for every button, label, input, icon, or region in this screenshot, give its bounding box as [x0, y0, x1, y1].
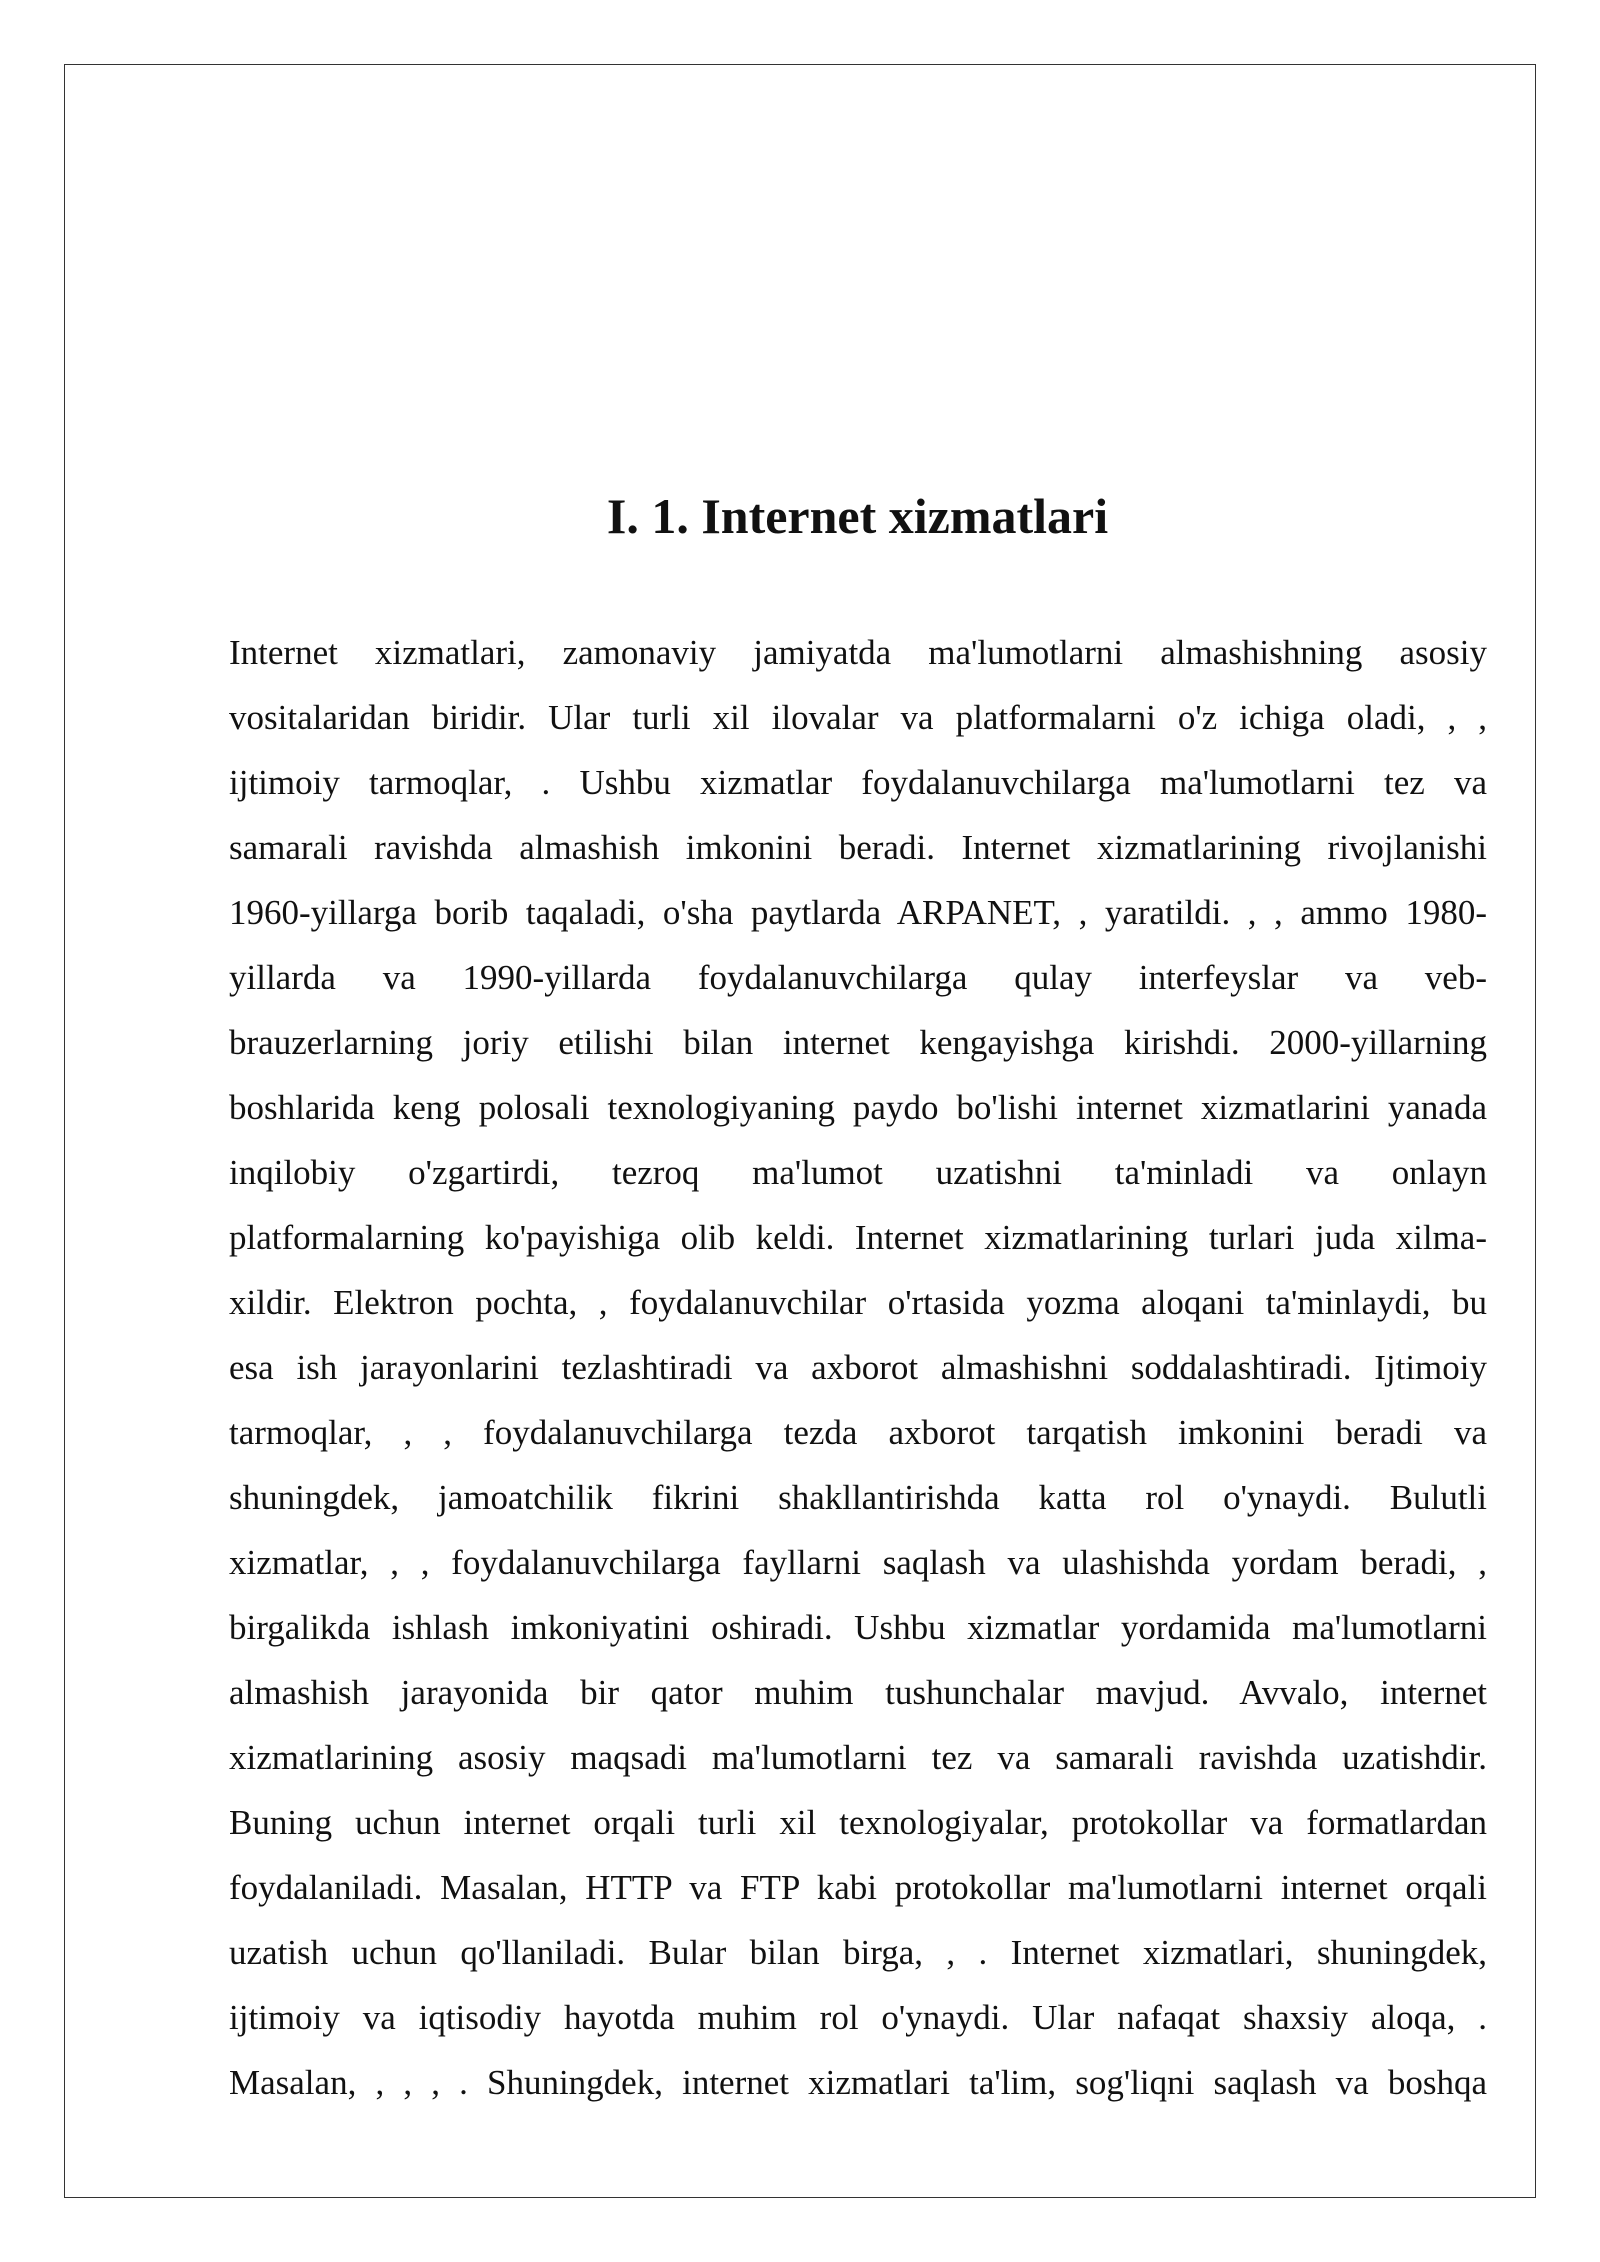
text-line: xildir. Elektron pochta, , foydalanuvchilar o'rtasida yozma aloqani ta'minlaydi, bu — [229, 1283, 1487, 1322]
text-line: Buning uchun internet orqali turli xil texnologiyalar, protokollar va formatlardan — [229, 1803, 1487, 1842]
text-line: boshlarida keng polosali texnologiyaning paydo bo'lishi internet xizmatlarini yanada — [229, 1088, 1487, 1127]
text-line: esa ish jarayonlarini tezlashtiradi va axborot almashishni soddalashtiradi. Ijtimoiy — [229, 1348, 1487, 1387]
text-line: yillarda va 1990-yillarda foydalanuvchilarga qulay interfeyslar va veb- — [229, 958, 1487, 997]
text-line: uzatish uchun qo'llaniladi. Bular bilan birga, , . Internet xizmatlari, shuningdek, — [229, 1933, 1487, 1972]
text-line: vositalaridan biridir. Ular turli xil ilovalar va platformalarni o'z ichiga oladi, , , — [229, 698, 1487, 737]
text-line: ijtimoiy tarmoqlar, . Ushbu xizmatlar foydalanuvchilarga ma'lumotlarni tez va — [229, 763, 1487, 802]
section-heading: I. 1. Internet xizmatlari — [606, 488, 1109, 544]
text-line: almashish jarayonida bir qator muhim tushunchalar mavjud. Avvalo, internet — [229, 1673, 1487, 1712]
text-line: platformalarning ko'payishiga olib keldi. Internet xizmatlarining turlari juda xilma- — [229, 1218, 1487, 1257]
text-line: birgalikda ishlash imkoniyatini oshiradi. Ushbu xizmatlar yordamida ma'lumotlarni — [229, 1608, 1487, 1647]
text-line: brauzerlarning joriy etilishi bilan internet kengayishga kirishdi. 2000-yillarning — [229, 1023, 1487, 1062]
text-line: samarali ravishda almashish imkonini beradi. Internet xizmatlarining rivojlanishi — [229, 828, 1487, 867]
text-line: shuningdek, jamoatchilik fikrini shakllantirishda katta rol o'ynaydi. Bulutli — [229, 1478, 1487, 1517]
text-line: xizmatlarining asosiy maqsadi ma'lumotlarni tez va samarali ravishda uzatishdir. — [229, 1738, 1487, 1777]
text-line: Internet xizmatlari, zamonaviy jamiyatda ma'lumotlarni almashishning asosiy — [229, 633, 1487, 672]
text-line: xizmatlar, , , foydalanuvchilarga fayllarni saqlash va ulashishda yordam beradi, , — [229, 1543, 1487, 1582]
text-line: tarmoqlar, , , foydalanuvchilarga tezda axborot tarqatish imkonini beradi va — [229, 1413, 1487, 1452]
text-line: inqilobiy o'zgartirdi, tezroq ma'lumot uzatishni ta'minladi va onlayn — [229, 1153, 1487, 1192]
text-line: foydalaniladi. Masalan, HTTP va FTP kabi protokollar ma'lumotlarni internet orqali — [229, 1868, 1487, 1907]
text-line: Masalan, , , , . Shuningdek, internet xizmatlari ta'lim, sog'liqni saqlash va boshqa — [229, 2063, 1487, 2102]
text-line: 1960-yillarga borib taqaladi, o'sha paytlarda ARPANET, , yaratildi. , , ammo 1980- — [229, 893, 1487, 932]
body-paragraph — [229, 620, 1487, 2115]
text-line: ijtimoiy va iqtisodiy hayotda muhim rol o'ynaydi. Ular nafaqat shaxsiy aloqa, . — [229, 1998, 1487, 2037]
